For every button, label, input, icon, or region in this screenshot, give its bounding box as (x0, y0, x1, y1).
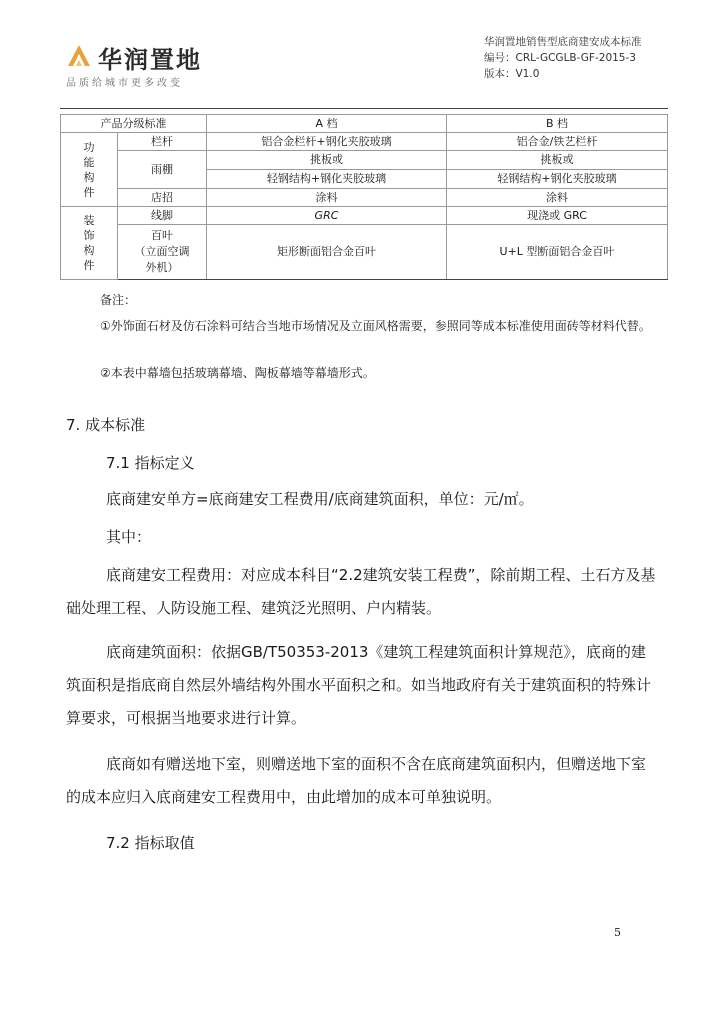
paragraph-basement: 底商如有赠送地下室，则赠送地下室的面积不含在底商建筑面积内，但赠送地下室的成本应归入底商建安工程费用中，由此增加的成本可单独说明。 (66, 755, 647, 806)
table-row (61, 151, 668, 170)
cell-canopy-b1: 挑板或 (446, 151, 667, 170)
table-row (61, 207, 668, 225)
paragraph-unit-definition: 底商建安单方=底商建安工程费用/底商建筑面积，单位：元/㎡。 (106, 490, 534, 508)
table-row (61, 225, 668, 280)
doc-title: 华润置地销售型底商建安成本标准 (484, 36, 642, 48)
cell-canopy-b2: 轻钢结构+钢化夹胶玻璃 (446, 170, 667, 189)
table-header-row (61, 115, 668, 133)
doc-code: 编号：CRL-GCGLB-GF-2015-3 (484, 52, 636, 64)
item-louver: 百叶 （立面空调 外机） (118, 225, 207, 280)
header-cell-b: B 档 (446, 115, 667, 133)
item-skirting: 线脚 (118, 207, 207, 225)
header-cell-a: A 档 (207, 115, 447, 133)
cell-skirting-a: GRC (207, 207, 447, 225)
cell-railing-b: 铝合金/铁艺栏杆 (446, 133, 667, 151)
paragraph-among: 其中： (106, 528, 152, 546)
note-1: ①外饰面石材及仿石涂料可结合当地市场情况及立面风格需要，参照同等成本标准使用面砖等材料代替。 (100, 319, 651, 333)
table-row (61, 189, 668, 207)
group-decorative-components: 装 饰 构 件 (61, 207, 118, 280)
subsection-7-1: 7.1 指标定义 (106, 454, 195, 472)
item-canopy: 雨棚 (118, 151, 207, 189)
doc-version: 版本：V1.0 (484, 68, 540, 80)
cell-railing-a: 铝合金栏杆+钢化夹胶玻璃 (207, 133, 447, 151)
cell-canopy-a1: 挑板或 (207, 151, 447, 170)
logo-name: 华润置地 (98, 46, 202, 74)
document-header-info (484, 34, 642, 82)
logo-mark-icon (66, 42, 92, 68)
cell-canopy-a2: 轻钢结构+钢化夹胶玻璃 (207, 170, 447, 189)
cell-sign-a: 涂料 (207, 189, 447, 207)
note-2: ②本表中幕墙包括玻璃幕墙、陶板幕墙等幕墙形式。 (100, 366, 375, 380)
header-cell-grade: 产品分级标准 (61, 115, 207, 133)
cell-skirting-b: 现浇或 GRC (446, 207, 667, 225)
paragraph-construction-cost: 底商建安工程费用：对应成本科目“2.2建筑安装工程费”，除前期工程、土石方及基础处理工程、人防设施工程、建筑泛光照明、户内精装。 (66, 566, 656, 617)
header-divider (60, 108, 668, 109)
notes-title: 备注： (100, 293, 137, 307)
paragraph-floor-area: 底商建筑面积：依据GB/T50353-2013《建筑工程建筑面积计算规范》，底商的建筑面积是指底商自然层外墙结构外围水平面积之和。如当地政府有关于建筑面积的特殊计算要求，可根据当地要求进行计算。 (66, 643, 652, 727)
logo-slogan: 品质给城市更多改变 (66, 78, 183, 89)
item-railing: 栏杆 (118, 133, 207, 151)
page-number: 5 (614, 926, 621, 939)
group-functional-components: 功 能 构 件 (61, 133, 118, 207)
cell-louver-a: 矩形断面铝合金百叶 (207, 225, 447, 280)
table-row (61, 133, 668, 151)
subsection-7-2: 7.2 指标取值 (106, 834, 195, 852)
section-title: 7. 成本标准 (66, 416, 146, 434)
grade-spec-table (60, 114, 668, 280)
cell-sign-b: 涂料 (446, 189, 667, 207)
cell-louver-b: U+L 型断面铝合金百叶 (446, 225, 667, 280)
item-shop-sign: 店招 (118, 189, 207, 207)
